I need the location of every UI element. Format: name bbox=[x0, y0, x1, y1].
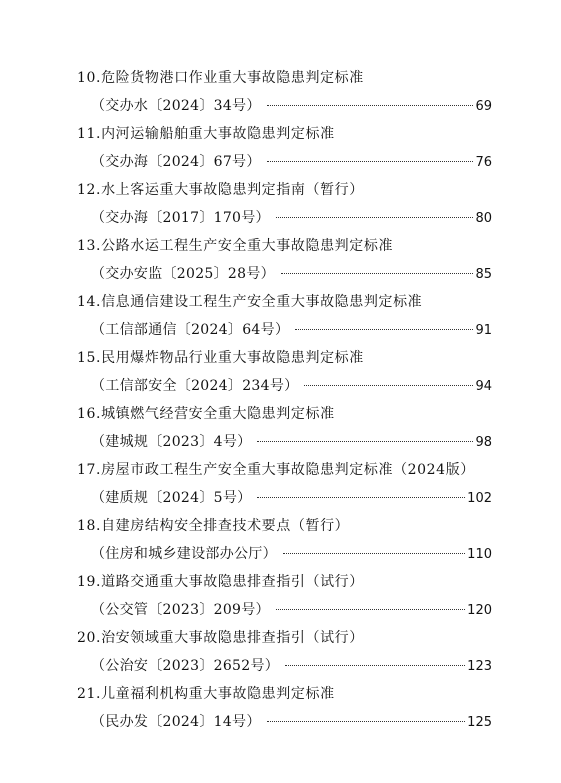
table-of-contents bbox=[77, 64, 492, 736]
toc-entry-doc-number: （交办水〔2024〕34号） bbox=[91, 98, 261, 114]
toc-entry-doc-number: （工信部安全〔2024〕234号） bbox=[91, 378, 299, 394]
dot-leader bbox=[257, 497, 465, 498]
toc-entry-page-number: 94 bbox=[475, 379, 492, 394]
toc-entry[interactable] bbox=[77, 680, 492, 736]
toc-entry-page-number: 85 bbox=[475, 267, 492, 282]
toc-entry[interactable] bbox=[77, 176, 492, 232]
toc-entry-title: 11.内河运输船舶重大事故隐患判定标准 bbox=[77, 126, 335, 142]
toc-entry-title: 18.自建房结构安全排查技术要点（暂行） bbox=[77, 518, 350, 534]
toc-entry-doc-number: （交办海〔2024〕67号） bbox=[91, 154, 261, 170]
dot-leader bbox=[283, 553, 465, 554]
toc-entry-page-number: 110 bbox=[467, 547, 492, 562]
toc-entry-page-number: 102 bbox=[467, 491, 492, 506]
toc-entry-subline bbox=[77, 317, 492, 344]
toc-entry-doc-number: （建城规〔2023〕4号） bbox=[91, 434, 252, 450]
dot-leader bbox=[295, 329, 473, 330]
toc-entry-doc-number: （建质规〔2024〕5号） bbox=[91, 490, 252, 506]
toc-entry-page-number: 125 bbox=[467, 715, 492, 730]
toc-entry-page-number: 69 bbox=[475, 99, 492, 114]
toc-entry[interactable] bbox=[77, 288, 492, 344]
toc-entry-title: 21.儿童福利机构重大事故隐患判定标准 bbox=[77, 686, 335, 702]
toc-entry-page-number: 80 bbox=[475, 211, 492, 226]
toc-entry-doc-number: （工信部通信〔2024〕64号） bbox=[91, 322, 290, 338]
toc-entry-doc-number: （公交管〔2023〕209号） bbox=[91, 602, 270, 618]
toc-entry-subline bbox=[77, 653, 492, 680]
toc-entry-subline bbox=[77, 373, 492, 400]
toc-entry-title: 14.信息通信建设工程生产安全重大事故隐患判定标准 bbox=[77, 294, 423, 310]
dot-leader bbox=[281, 273, 474, 274]
toc-entry-page-number: 120 bbox=[467, 603, 492, 618]
toc-entry[interactable] bbox=[77, 400, 492, 456]
toc-entry-subline bbox=[77, 93, 492, 120]
toc-entry-title: 13.公路水运工程生产安全重大事故隐患判定标准 bbox=[77, 238, 394, 254]
toc-entry[interactable] bbox=[77, 120, 492, 176]
dot-leader bbox=[257, 441, 473, 442]
dot-leader bbox=[276, 217, 474, 218]
toc-entry-title: 19.道路交通重大事故隐患排查指引（试行） bbox=[77, 574, 364, 590]
toc-entry-subline bbox=[77, 149, 492, 176]
toc-entry-doc-number: （公治安〔2023〕2652号） bbox=[91, 658, 280, 674]
toc-entry-title: 12.水上客运重大事故隐患判定指南（暂行） bbox=[77, 182, 364, 198]
dot-leader bbox=[285, 665, 465, 666]
toc-entry[interactable] bbox=[77, 624, 492, 680]
toc-entry-subline bbox=[77, 261, 492, 288]
toc-entry[interactable] bbox=[77, 456, 492, 512]
toc-entry[interactable] bbox=[77, 568, 492, 624]
toc-entry[interactable] bbox=[77, 64, 492, 120]
toc-entry[interactable] bbox=[77, 512, 492, 568]
dot-leader bbox=[267, 161, 474, 162]
toc-entry-subline bbox=[77, 541, 492, 568]
toc-entry-doc-number: （交办安监〔2025〕28号） bbox=[91, 266, 275, 282]
toc-entry-subline bbox=[77, 429, 492, 456]
toc-entry-doc-number: （民办发〔2024〕14号） bbox=[91, 714, 261, 730]
toc-entry-title: 16.城镇燃气经营安全重大隐患判定标准 bbox=[77, 406, 335, 422]
dot-leader bbox=[267, 105, 474, 106]
toc-entry[interactable] bbox=[77, 344, 492, 400]
toc-entry-doc-number: （住房和城乡建设部办公厅） bbox=[91, 546, 277, 562]
toc-entry-title: 20.治安领域重大事故隐患排查指引（试行） bbox=[77, 630, 364, 646]
toc-entry-title: 15.民用爆炸物品行业重大事故隐患判定标准 bbox=[77, 350, 364, 366]
dot-leader bbox=[276, 609, 465, 610]
toc-entry-page-number: 76 bbox=[475, 155, 492, 170]
toc-entry-page-number: 91 bbox=[475, 323, 492, 338]
toc-entry-subline bbox=[77, 597, 492, 624]
toc-entry-doc-number: （交办海〔2017〕170号） bbox=[91, 210, 270, 226]
toc-entry[interactable] bbox=[77, 232, 492, 288]
toc-entry-title: 10.危险货物港口作业重大事故隐患判定标准 bbox=[77, 70, 364, 86]
toc-entry-subline bbox=[77, 205, 492, 232]
dot-leader bbox=[267, 721, 466, 722]
toc-entry-page-number: 123 bbox=[467, 659, 492, 674]
toc-entry-subline bbox=[77, 485, 492, 512]
toc-entry-subline bbox=[77, 709, 492, 736]
dot-leader bbox=[304, 385, 473, 386]
toc-entry-page-number: 98 bbox=[475, 435, 492, 450]
toc-entry-title: 17.房屋市政工程生产安全重大事故隐患判定标准（2024版） bbox=[77, 462, 475, 478]
